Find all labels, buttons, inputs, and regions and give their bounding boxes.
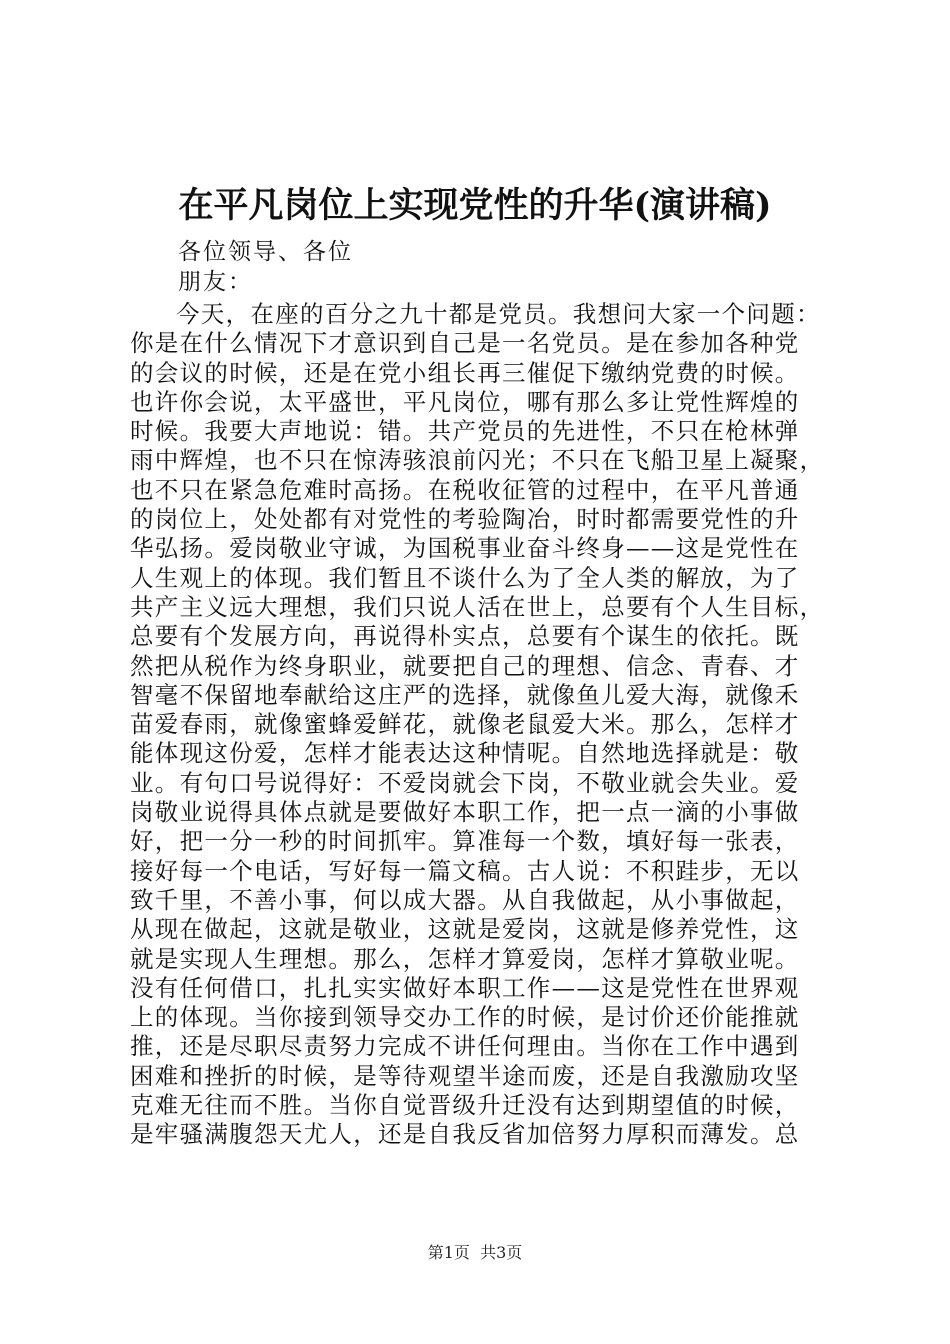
text-line: 总要有个发展方向，再说得朴实点，总要有个谋生的依托。既: [130, 622, 800, 651]
text-line: 也许你会说，太平盛世，平凡岗位，哪有那么多让党性辉煌的: [130, 387, 800, 416]
text-line: 也不只在紧急危难时高扬。在税收征管的过程中，在平凡普通: [130, 475, 800, 504]
text-line: 上的体现。当你接到领导交办工作的时候，是讨价还价能推就: [130, 1003, 800, 1032]
text-line: 就是实现人生理想。那么，怎样才算爱岗，怎样才算敬业呢。: [130, 944, 800, 973]
text-line: 没有任何借口，扎扎实实做好本职工作——这是党性在世界观: [130, 973, 800, 1002]
text-line: 岗敬业说得具体点就是要做好本职工作，把一点一滴的小事做: [130, 798, 800, 827]
document-title: 在平凡岗位上实现党性的升华(演讲稿): [178, 185, 772, 226]
text-line: 时候。我要大声地说：错。共产党员的先进性，不只在枪林弹: [130, 417, 800, 446]
text-line: 困难和挫折的时候，是等待观望半途而废，还是自我激励攻坚: [130, 1061, 800, 1090]
text-line: 智毫不保留地奉献给这庄严的选择，就像鱼儿爱大海，就像禾: [130, 680, 800, 709]
text-line: 雨中辉煌，也不只在惊涛骇浪前闪光；不只在飞船卫星上凝聚，: [130, 446, 825, 475]
text-line: 人生观上的体现。我们暂且不谈什么为了全人类的解放，为了: [130, 563, 800, 592]
page-footer: 第1页 共3页: [427, 1243, 523, 1262]
text-line: 华弘扬。爱岗敬业守诚，为国税事业奋斗终身——这是党性在: [130, 534, 800, 563]
text-line: 然把从税作为终身职业，就要把自己的理想、信念、青春、才: [130, 651, 800, 680]
text-line: 推，还是尽职尽责努力完成不讲任何理由。当你在工作中遇到: [130, 1032, 800, 1061]
text-line: 共产主义远大理想，我们只说人活在世上，总要有个人生目标，: [130, 592, 825, 621]
text-line: 今天，在座的百分之九十都是党员。我想问大家一个问题：: [176, 300, 821, 328]
salutation-line-1: 各位领导、各位: [178, 239, 353, 265]
text-line: 好，把一分一秒的时间抓牢。算准每一个数，填好每一张表，: [130, 827, 800, 856]
text-line: 的会议的时候，还是在党小组长再三催促下缴纳党费的时候。: [130, 358, 800, 387]
text-line: 苗爱春雨，就像蜜蜂爱鲜花，就像老鼠爱大米。那么，怎样才: [130, 710, 800, 739]
text-line: 从现在做起，这就是敬业，这就是爱岗，这就是修养党性，这: [130, 915, 800, 944]
text-line: 业。有句口号说得好：不爱岗就会下岗，不敬业就会失业。爱: [130, 768, 800, 797]
text-line: 的岗位上，处处都有对党性的考验陶冶，时时都需要党性的升: [130, 505, 800, 534]
text-line: 致千里，不善小事，何以成大器。从自我做起，从小事做起，: [130, 885, 800, 914]
salutation-line-2: 朋友：: [178, 269, 253, 295]
body-paragraph: [130, 300, 830, 1150]
text-line: 接好每一个电话，写好每一篇文稿。古人说：不积跬步，无以: [130, 856, 800, 885]
text-line: 是牢骚满腹怨天尤人，还是自我反省加倍努力厚积而薄发。总: [130, 1120, 800, 1149]
text-line: 能体现这份爱，怎样才能表达这种情呢。自然地选择就是：敬: [130, 739, 800, 768]
text-line: 你是在什么情况下才意识到自己是一名党员。是在参加各种党: [130, 329, 800, 358]
text-line: 克难无往而不胜。当你自觉晋级升迁没有达到期望值的时候，: [130, 1091, 800, 1120]
